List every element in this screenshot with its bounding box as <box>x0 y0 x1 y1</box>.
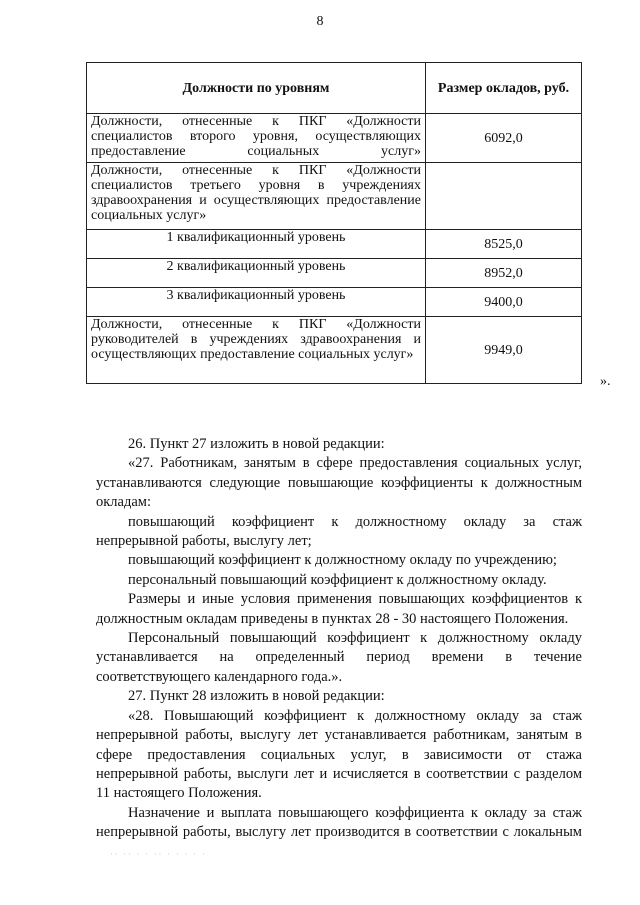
salary-cell: 8952,0 <box>426 259 582 288</box>
faint-scan-marks: ·· ·· · · ·· · · · · · <box>110 850 207 859</box>
salary-cell: 6092,0 <box>426 114 582 163</box>
level-cell: 2 квалификационный уровень <box>87 259 426 288</box>
paragraph: Назначение и выплата повышающего коэффициента к окладу за стаж непрерывной работы, выслугу лет производится в соответствии с локальным <box>96 804 582 841</box>
level-cell: 1 квалификационный уровень <box>87 230 426 259</box>
table-row <box>87 259 582 288</box>
paragraph: «27. Работникам, занятым в сфере предоставления социальных услуг, устанавливаются следующие повышающие коэффициенты к должностным окладам: <box>96 455 582 511</box>
table-row <box>87 317 582 384</box>
paragraph: персональный повышающий коэффициент к должностному окладу. <box>128 571 547 588</box>
header-salary: Размер окладов, руб. <box>426 63 582 114</box>
position-cell: Должности, отнесенные к ПКГ «Должности специалистов третьего уровня в учреждениях здравоохранения и осуществляющих предоставление социальных услуг» <box>87 163 426 230</box>
paragraph: Размеры и иные условия применения повышающих коэффициентов к должностным окладам приведены в пунктах 28 - 30 настоящего Положения. <box>96 591 582 627</box>
paragraph: Персональный повышающий коэффициент к должностному окладу устанавливается на определенный период времени в течение соответствующего календарного года.». <box>96 630 582 685</box>
table-row <box>87 230 582 259</box>
table-row <box>87 288 582 317</box>
page-number: 8 <box>316 14 324 29</box>
paragraph: «28. Повышающий коэффициент к должностному окладу за стаж непрерывной работы, выслугу лет устанавливается работникам, занятым в сфере предоставления социальных услуг, в зависимости от стажа непрерывной работы, выслуги лет и исчисляется в соответствии с разделом 11 настоящего Положения. <box>96 707 582 802</box>
salary-cell: 8525,0 <box>426 230 582 259</box>
salary-table <box>86 62 582 384</box>
salary-cell-empty <box>426 163 582 230</box>
header-positions: Должности по уровням <box>87 63 426 114</box>
paragraph: 27. Пункт 28 изложить в новой редакции: <box>128 688 385 705</box>
salary-cell: 9400,0 <box>426 288 582 317</box>
closing-quote: ». <box>600 374 611 389</box>
level-cell: 3 квалификационный уровень <box>87 288 426 317</box>
paragraph: повышающий коэффициент к должностному окладу за стаж непрерывной работы, выслугу лет; <box>96 513 582 550</box>
table-row <box>87 163 582 230</box>
table-header-row <box>87 63 582 114</box>
document-body <box>96 435 582 843</box>
salary-cell: 9949,0 <box>426 317 582 384</box>
paragraph: 26. Пункт 27 изложить в новой редакции: <box>128 436 385 452</box>
position-cell: Должности, отнесенные к ПКГ «Должности специалистов второго уровня, осуществляющих предоставление социальных услуг» <box>87 114 426 163</box>
position-cell: Должности, отнесенные к ПКГ «Должности руководителей в учреждениях здравоохранения и осуществляющих предоставление социальных услуг» <box>87 317 426 384</box>
paragraph: повышающий коэффициент к должностному окладу по учреждению; <box>128 552 557 569</box>
table-row <box>87 114 582 163</box>
